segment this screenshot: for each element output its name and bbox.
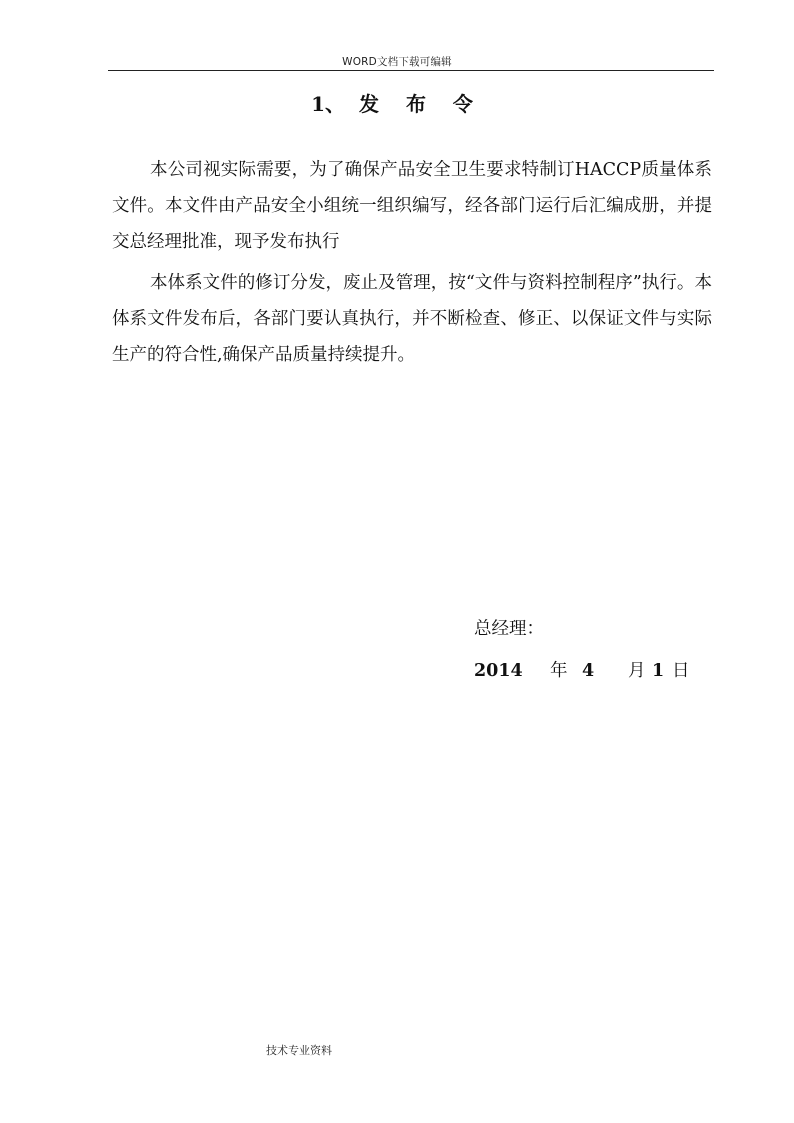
date-year: 2014 — [474, 661, 523, 681]
signature-label: 总经理： — [474, 619, 544, 639]
date-day: 1 — [652, 661, 665, 681]
body-paragraph-2: 本体系文件的修订分发，废止及管理，按“文件与资料控制程序”执行。本体系文件发布后，各部门要认真执行，并不断检查、修正、以保证文件与实际生产的符合性,确保产品质量持续提升。 — [112, 273, 712, 365]
page-footer: 技术专业资料 — [266, 1044, 332, 1057]
date-month: 4 — [582, 661, 595, 681]
document-body — [112, 152, 712, 378]
title-number: 1、 — [311, 92, 345, 116]
date-month-unit: 月 — [628, 661, 646, 681]
signature-date — [474, 657, 690, 682]
document-title — [0, 88, 794, 117]
date-day-unit: 日 — [672, 661, 690, 681]
header-divider — [108, 70, 714, 71]
date-year-unit: 年 — [550, 661, 568, 681]
title-text: 发 布 令 — [358, 92, 483, 116]
page-header: WORD文档下载可编辑 — [342, 56, 452, 68]
body-paragraph-1: 本公司视实际需要，为了确保产品安全卫生要求特制订HACCP质量体系文件。本文件由产品安全小组统一组织编写，经各部门运行后汇编成册，并提交总经理批准，现予发布执行 — [112, 160, 712, 252]
